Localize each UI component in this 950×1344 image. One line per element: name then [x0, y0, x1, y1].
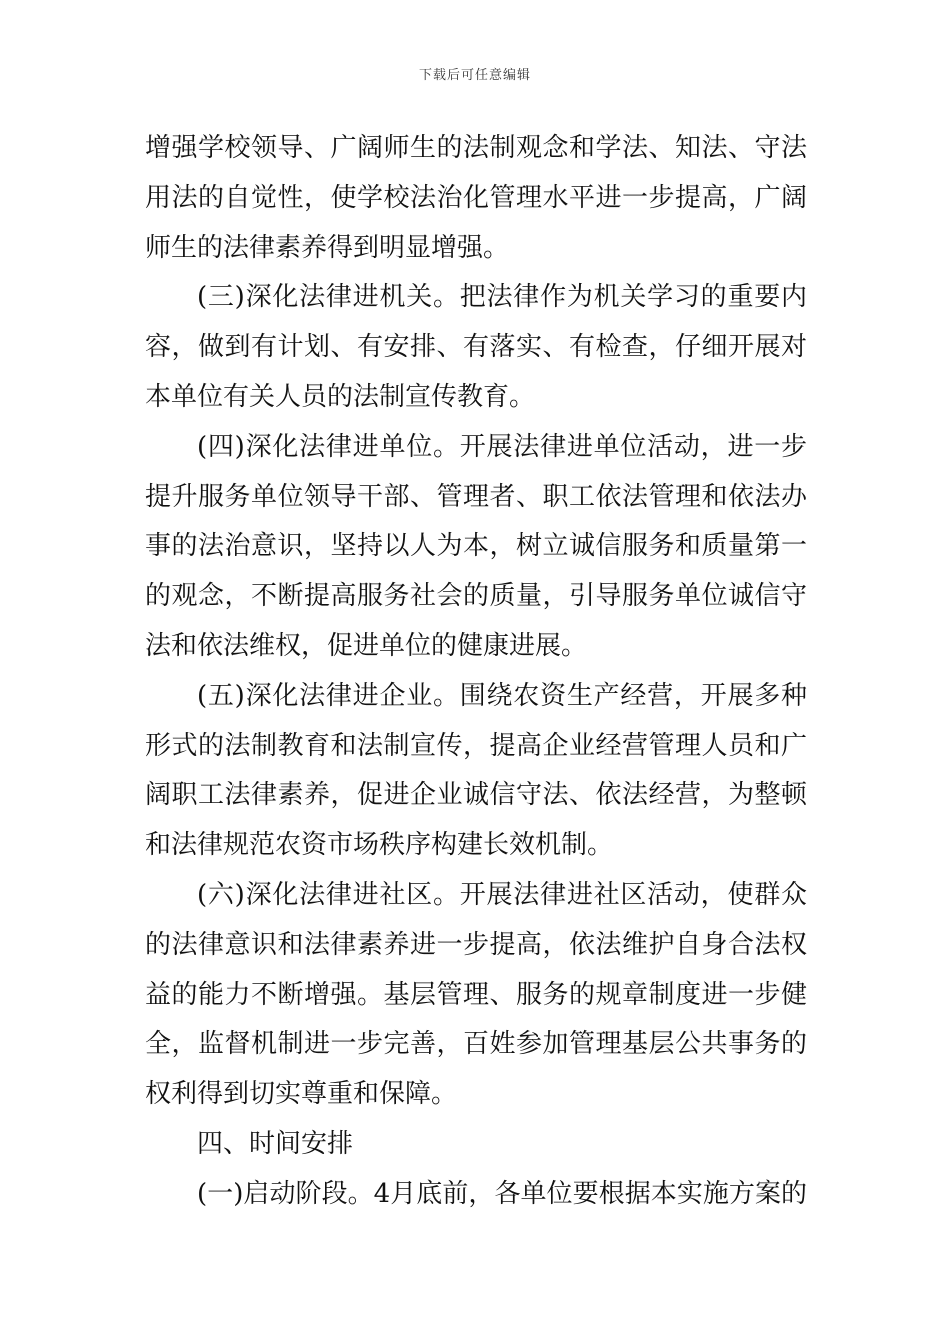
text-line: 全，监督机制进一步完善，百姓参加管理基层公共事务的 — [145, 1029, 807, 1060]
text-line: (五)深化法律进企业。围绕农资生产经营，开展多种 — [197, 680, 807, 711]
document-body — [145, 124, 807, 1220]
text-line: 事的法治意识，坚持以人为本，树立诚信服务和质量第一 — [145, 531, 807, 562]
text-line: 增强学校领导、广阔师生的法制观念和学法、知法、守法 — [145, 133, 807, 163]
text-line: 阔职工法律素养，促进企业诚信守法、依法经营，为整顿 — [145, 780, 807, 811]
text-line: 师生的法律素养得到明显增强。 — [145, 232, 510, 263]
text-line: 的法律意识和法律素养进一步提高，依法维护自身合法权 — [145, 929, 807, 960]
text-line: 本单位有关人员的法制宣传教育。 — [145, 381, 536, 412]
text-line: 权利得到切实尊重和保障。 — [145, 1079, 458, 1110]
text-line: (一)启动阶段。4月底前，各单位要根据本实施方案的 — [197, 1178, 807, 1209]
text-line: 的观念，不断提高服务社会的质量，引导服务单位诚信守 — [145, 581, 807, 612]
text-line: (四)深化法律进单位。开展法律进单位活动，进一步 — [197, 431, 807, 462]
text-line: 提升服务单位领导干部、管理者、职工依法管理和依法办 — [145, 481, 807, 512]
text-line: 法和依法维权，促进单位的健康进展。 — [145, 630, 588, 661]
text-line: 用法的自觉性，使学校法治化管理水平进一步提高，广阔 — [145, 182, 807, 213]
text-line: 益的能力不断增强。基层管理、服务的规章制度进一步健 — [145, 979, 807, 1010]
text-line: 形式的法制教育和法制宣传，提高企业经营管理人员和广 — [145, 730, 807, 761]
text-line: 和法律规范农资市场秩序构建长效机制。 — [145, 830, 614, 861]
text-line: (三)深化法律进机关。把法律作为机关学习的重要内 — [197, 282, 807, 313]
page-header: 下载后可任意编辑 — [418, 68, 531, 83]
text-line: (六)深化法律进社区。开展法律进社区活动，使群众 — [197, 879, 807, 910]
text-line: 四、时间安排 — [197, 1128, 354, 1159]
text-line: 容，做到有计划、有安排、有落实、有检查，仔细开展对 — [145, 332, 807, 363]
